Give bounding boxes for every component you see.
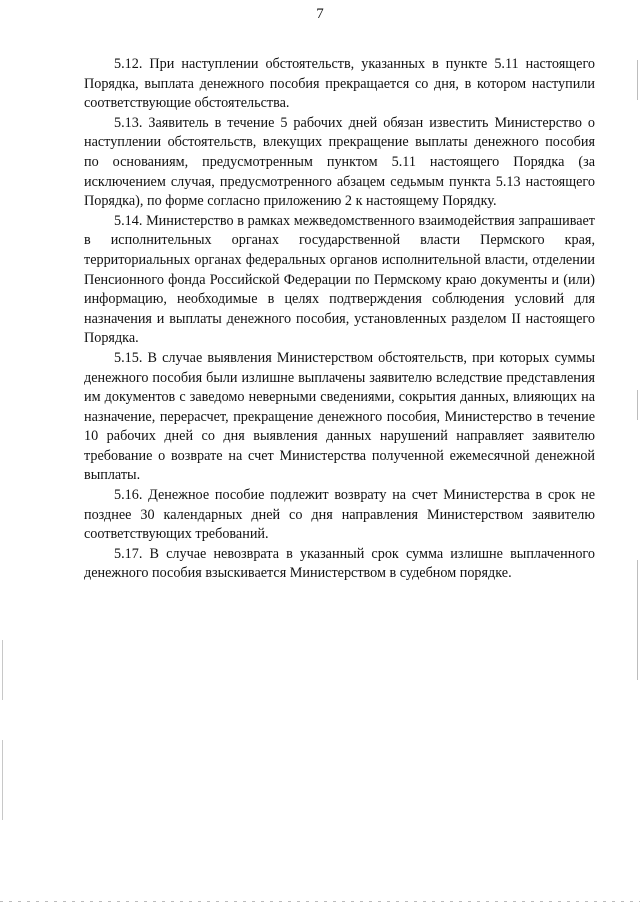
scan-edge-mark bbox=[2, 740, 3, 820]
page-number: 7 bbox=[316, 6, 324, 22]
document-body bbox=[84, 55, 595, 584]
paragraph-5-15: 5.15. В случае выявления Министерством обстоятельств, при которых суммы денежного пособия были излишне выплачены заявителю вследствие представления им документов с заведомо неверными сведениями, сокрытия данных, влияющих на назначение, перерасчет, прекращение денежного пособия, Министерство в течение 10 рабочих дней со дня выявления данных нарушений направляет заявителю требование о возврате на счет Министерства полученной ежемесячной денежной выплаты. bbox=[84, 349, 595, 484]
paragraph-5-14: 5.14. Министерство в рамках межведомственного взаимодействия запрашивает в исполнительных органах государственной власти Пермского края, территориальных органах федеральных органов исполнительной власти, отделении Пенсионного фонда Российской Федерации по Пермскому краю документы и (или) информацию, необходимые в целях подтверждения соблюдения условий для назначения и выплаты денежного пособия, установленных разделом II настоящего Порядка. bbox=[84, 212, 595, 347]
scan-edge-mark bbox=[637, 60, 638, 100]
paragraph-5-12: 5.12. При наступлении обстоятельств, указанных в пункте 5.11 настоящего Порядка, выплата денежного пособия прекращается со дня, в котором наступили соответствующие обстоятельства. bbox=[84, 56, 595, 112]
scan-edge-mark bbox=[637, 560, 638, 680]
scan-edge-mark bbox=[637, 390, 638, 420]
scan-edge-mark bbox=[2, 640, 3, 700]
scan-bottom-edge bbox=[0, 901, 640, 902]
paragraph-5-17: 5.17. В случае невозврата в указанный срок сумма излишне выплаченного денежного пособия взыскивается Министерством в судебном порядке. bbox=[84, 545, 595, 582]
paragraph-5-13: 5.13. Заявитель в течение 5 рабочих дней обязан известить Министерство о наступлении обстоятельств, влекущих прекращение выплаты денежного пособия по основаниям, предусмотренным пунктом 5.11 настоящего Порядка (за исключением случая, предусмотренного абзацем седьмым пункта 5.13 настоящего Порядка), по форме согласно приложению 2 к настоящему Порядку. bbox=[84, 114, 595, 210]
paragraph-5-16: 5.16. Денежное пособие подлежит возврату на счет Министерства в срок не позднее 30 календарных дней со дня направления Министерством заявителю соответствующих требований. bbox=[84, 487, 595, 543]
